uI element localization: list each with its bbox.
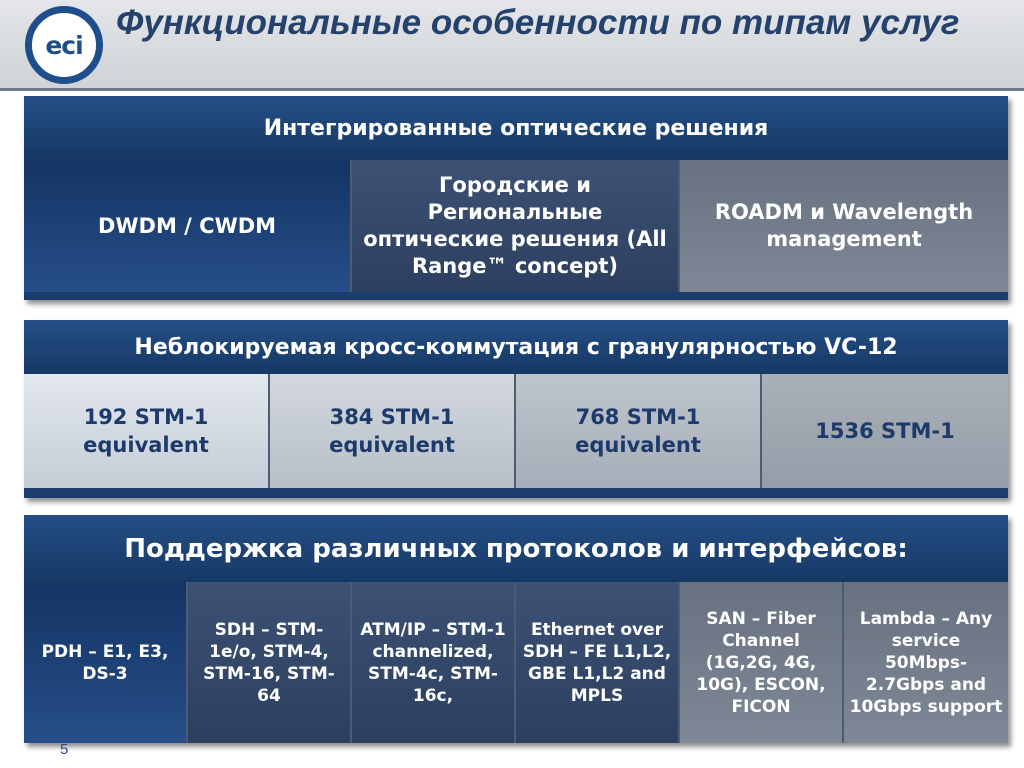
protocols-heading: Поддержка различных протоколов и интерфейсов: <box>24 515 1008 582</box>
cell-atm-ip: ATM/IP – STM-1 channelized, STM-4c, STM-16c, <box>352 582 516 743</box>
cross-connect-heading: Неблокируемая кросс-коммутация с гранулярностью VC-12 <box>24 320 1008 374</box>
header-divider <box>0 88 1024 91</box>
eci-logo <box>25 6 103 84</box>
page-number: 5 <box>60 741 69 758</box>
cell-roadm: ROADM и Wavelength management <box>680 160 1008 292</box>
optical-solutions-panel <box>24 96 1008 300</box>
slide-header <box>0 0 1024 88</box>
cell-lambda: Lambda – Any service 50Mbps-2.7Gbps and 10Gbps support <box>844 582 1008 743</box>
cell-san: SAN – Fiber Channel (1G,2G, 4G, 10G), ESCON, FICON <box>680 582 844 743</box>
slide-title: Функциональные особенности по типам услуг <box>116 3 960 42</box>
cross-connect-panel <box>24 320 1008 498</box>
protocols-cells <box>24 582 1008 743</box>
cell-dwdm-cwdm: DWDM / CWDM <box>24 160 352 292</box>
cell-384-stm1: 384 STM-1 equivalent <box>270 374 516 488</box>
logo-text: eci <box>45 30 83 60</box>
cross-connect-cells <box>24 374 1008 488</box>
cell-sdh: SDH – STM-1e/o, STM-4, STM-16, STM-64 <box>188 582 352 743</box>
cell-192-stm1: 192 STM-1 equivalent <box>24 374 270 488</box>
cell-1536-stm1: 1536 STM-1 <box>762 374 1008 488</box>
cell-pdh: PDH – E1, E3, DS-3 <box>24 582 188 743</box>
optical-solutions-cells <box>24 160 1008 292</box>
cell-768-stm1: 768 STM-1 equivalent <box>516 374 762 488</box>
protocols-panel <box>24 515 1008 743</box>
cell-metro-regional-optical: Городские и Региональные оптические решения (All Range™ concept) <box>352 160 680 292</box>
cell-ethernet-over-sdh: Ethernet over SDH – FE L1,L2, GBE L1,L2 and MPLS <box>516 582 680 743</box>
optical-solutions-heading: Интегрированные оптические решения <box>24 96 1008 160</box>
